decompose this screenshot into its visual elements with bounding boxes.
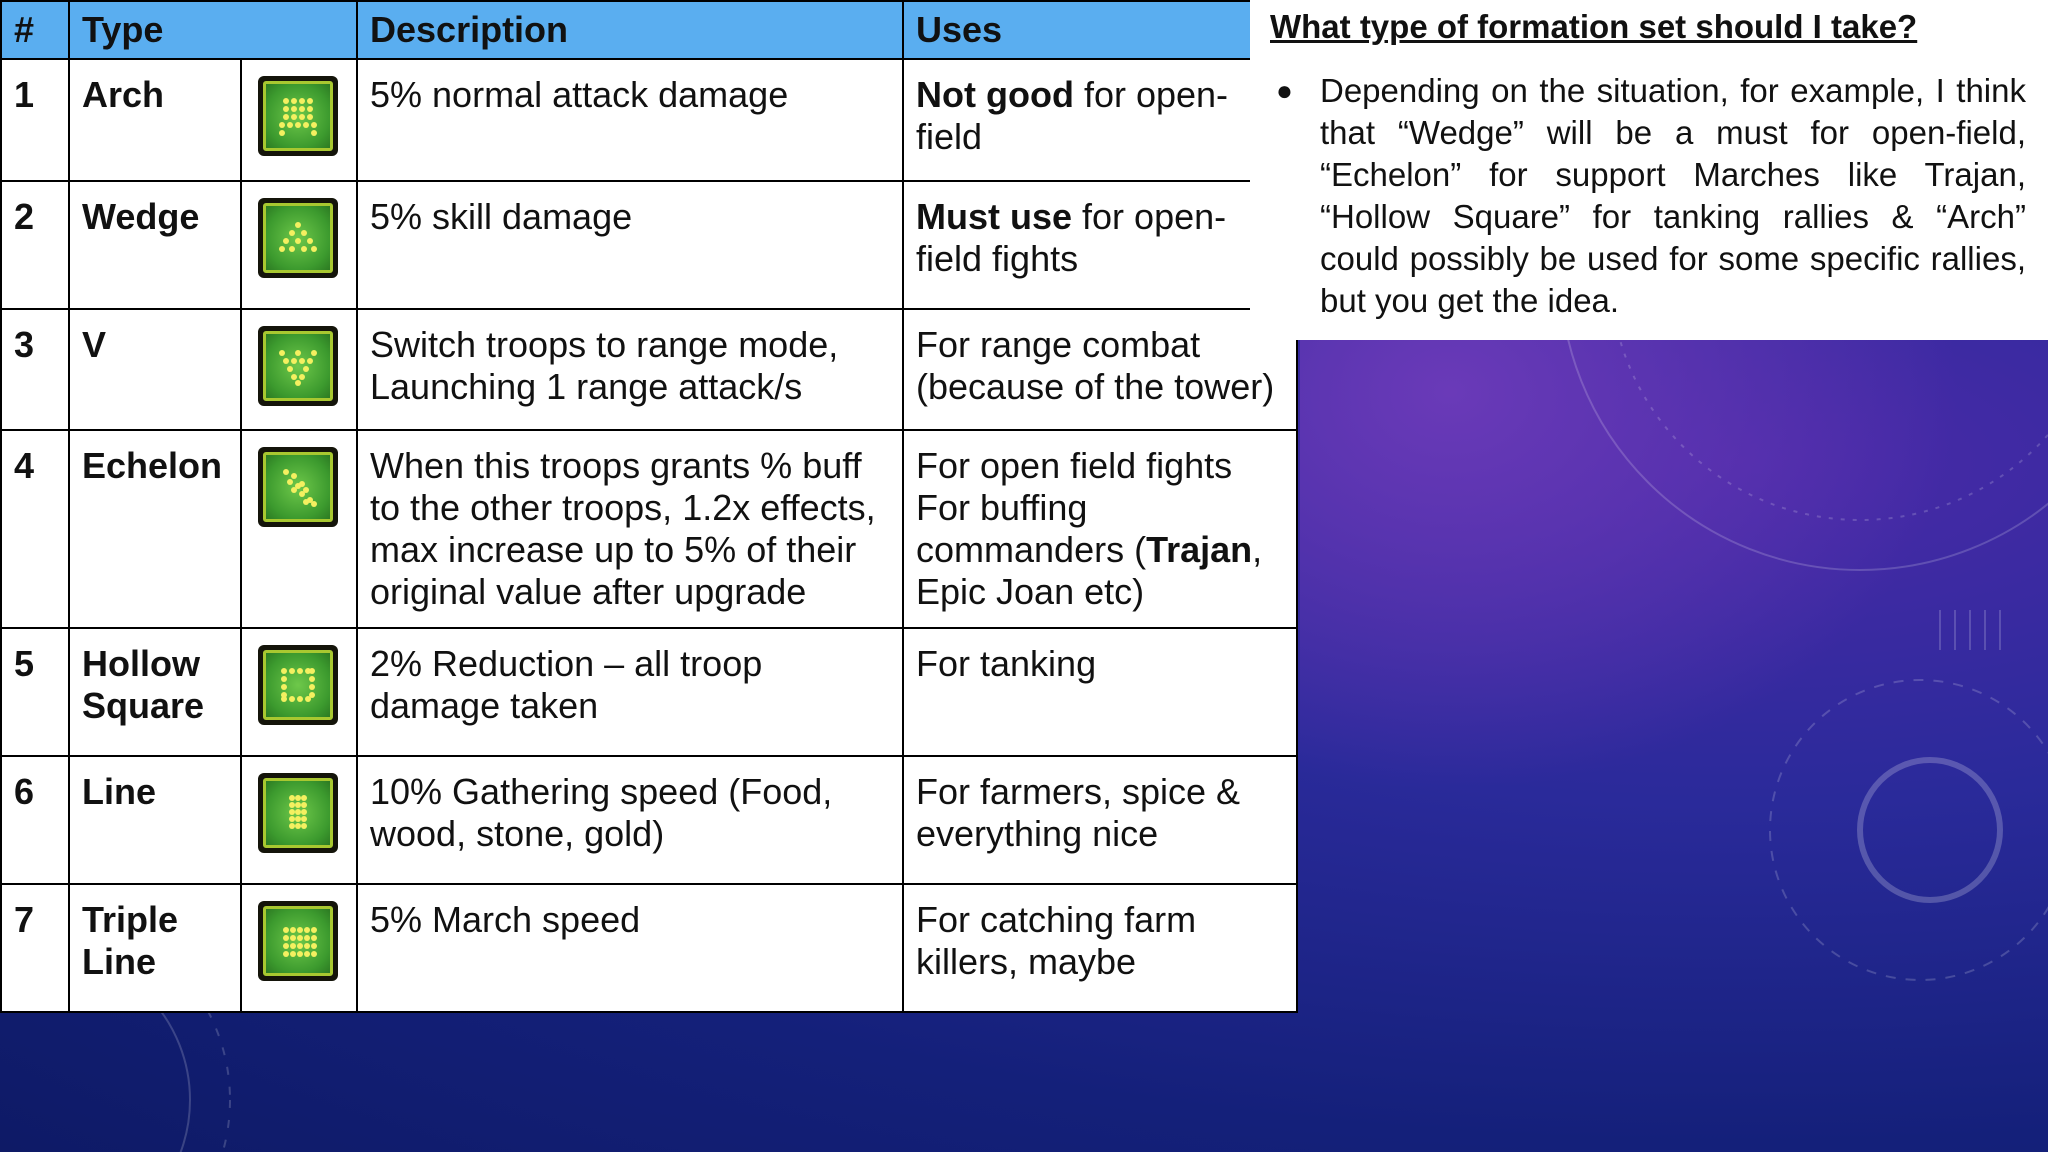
row-description: 5% skill damage xyxy=(357,181,903,309)
header-num: # xyxy=(1,1,69,59)
v-formation-icon xyxy=(258,326,338,406)
table-row xyxy=(1,628,1297,756)
row-description: When this troops grants % buff to the other troops, 1.2x effects, max increase up to 5% of their original value after upgrade xyxy=(357,430,903,628)
row-description: 5% March speed xyxy=(357,884,903,1012)
table-row xyxy=(1,884,1297,1012)
header-description: Description xyxy=(357,1,903,59)
row-uses: For open field fights For buffing commanders (Trajan, Epic Joan etc) xyxy=(903,430,1297,628)
row-type: Hollow Square xyxy=(69,628,241,756)
table-row xyxy=(1,59,1297,181)
row-uses: For farmers, spice & everything nice xyxy=(903,756,1297,884)
row-type: V xyxy=(69,309,241,430)
row-description: Switch troops to range mode, Launching 1 range attack/s xyxy=(357,309,903,430)
row-uses: Not good for open-field xyxy=(903,59,1297,181)
row-type: Wedge xyxy=(69,181,241,309)
row-num: 3 xyxy=(1,309,69,430)
echelon-formation-icon xyxy=(258,447,338,527)
row-type: Echelon xyxy=(69,430,241,628)
row-description: 10% Gathering speed (Food, wood, stone, gold) xyxy=(357,756,903,884)
header-type: Type xyxy=(69,1,357,59)
table-row xyxy=(1,430,1297,628)
row-num: 7 xyxy=(1,884,69,1012)
header-uses: Uses xyxy=(903,1,1297,59)
row-uses: Must use for open-field fights xyxy=(903,181,1297,309)
row-num: 4 xyxy=(1,430,69,628)
arch-formation-icon xyxy=(258,76,338,156)
hollow-square-formation-icon xyxy=(258,645,338,725)
row-description: 2% Reduction – all troop damage taken xyxy=(357,628,903,756)
row-type: Arch xyxy=(69,59,241,181)
row-num: 6 xyxy=(1,756,69,884)
bullet-text: Depending on the situation, for example, I think that “Wedge” will be a must for open-field, “Echelon” for support Marches like Trajan, “Hollow Square” for tanking rallies & “Arch” could possibly be used for some specific rallies, but you get the idea. xyxy=(1320,72,2026,319)
bullet-icon: ● xyxy=(1276,75,1293,106)
row-num: 5 xyxy=(1,628,69,756)
panel-title: What type of formation set should I take? xyxy=(1270,8,1918,45)
list-item xyxy=(1276,70,2026,322)
row-type: Line xyxy=(69,756,241,884)
line-formation-icon xyxy=(258,773,338,853)
table-header-row xyxy=(1,1,1297,59)
panel-bullet-list xyxy=(1276,70,2026,322)
row-num: 2 xyxy=(1,181,69,309)
row-description: 5% normal attack damage xyxy=(357,59,903,181)
row-uses: For range combat (because of the tower) xyxy=(903,309,1297,430)
row-num: 1 xyxy=(1,59,69,181)
table-row xyxy=(1,181,1297,309)
row-uses: For tanking xyxy=(903,628,1297,756)
triple-line-formation-icon xyxy=(258,901,338,981)
table-row xyxy=(1,756,1297,884)
wedge-formation-icon xyxy=(258,198,338,278)
table-row xyxy=(1,309,1297,430)
row-uses: For catching farm killers, maybe xyxy=(903,884,1297,1012)
row-type: Triple Line xyxy=(69,884,241,1012)
